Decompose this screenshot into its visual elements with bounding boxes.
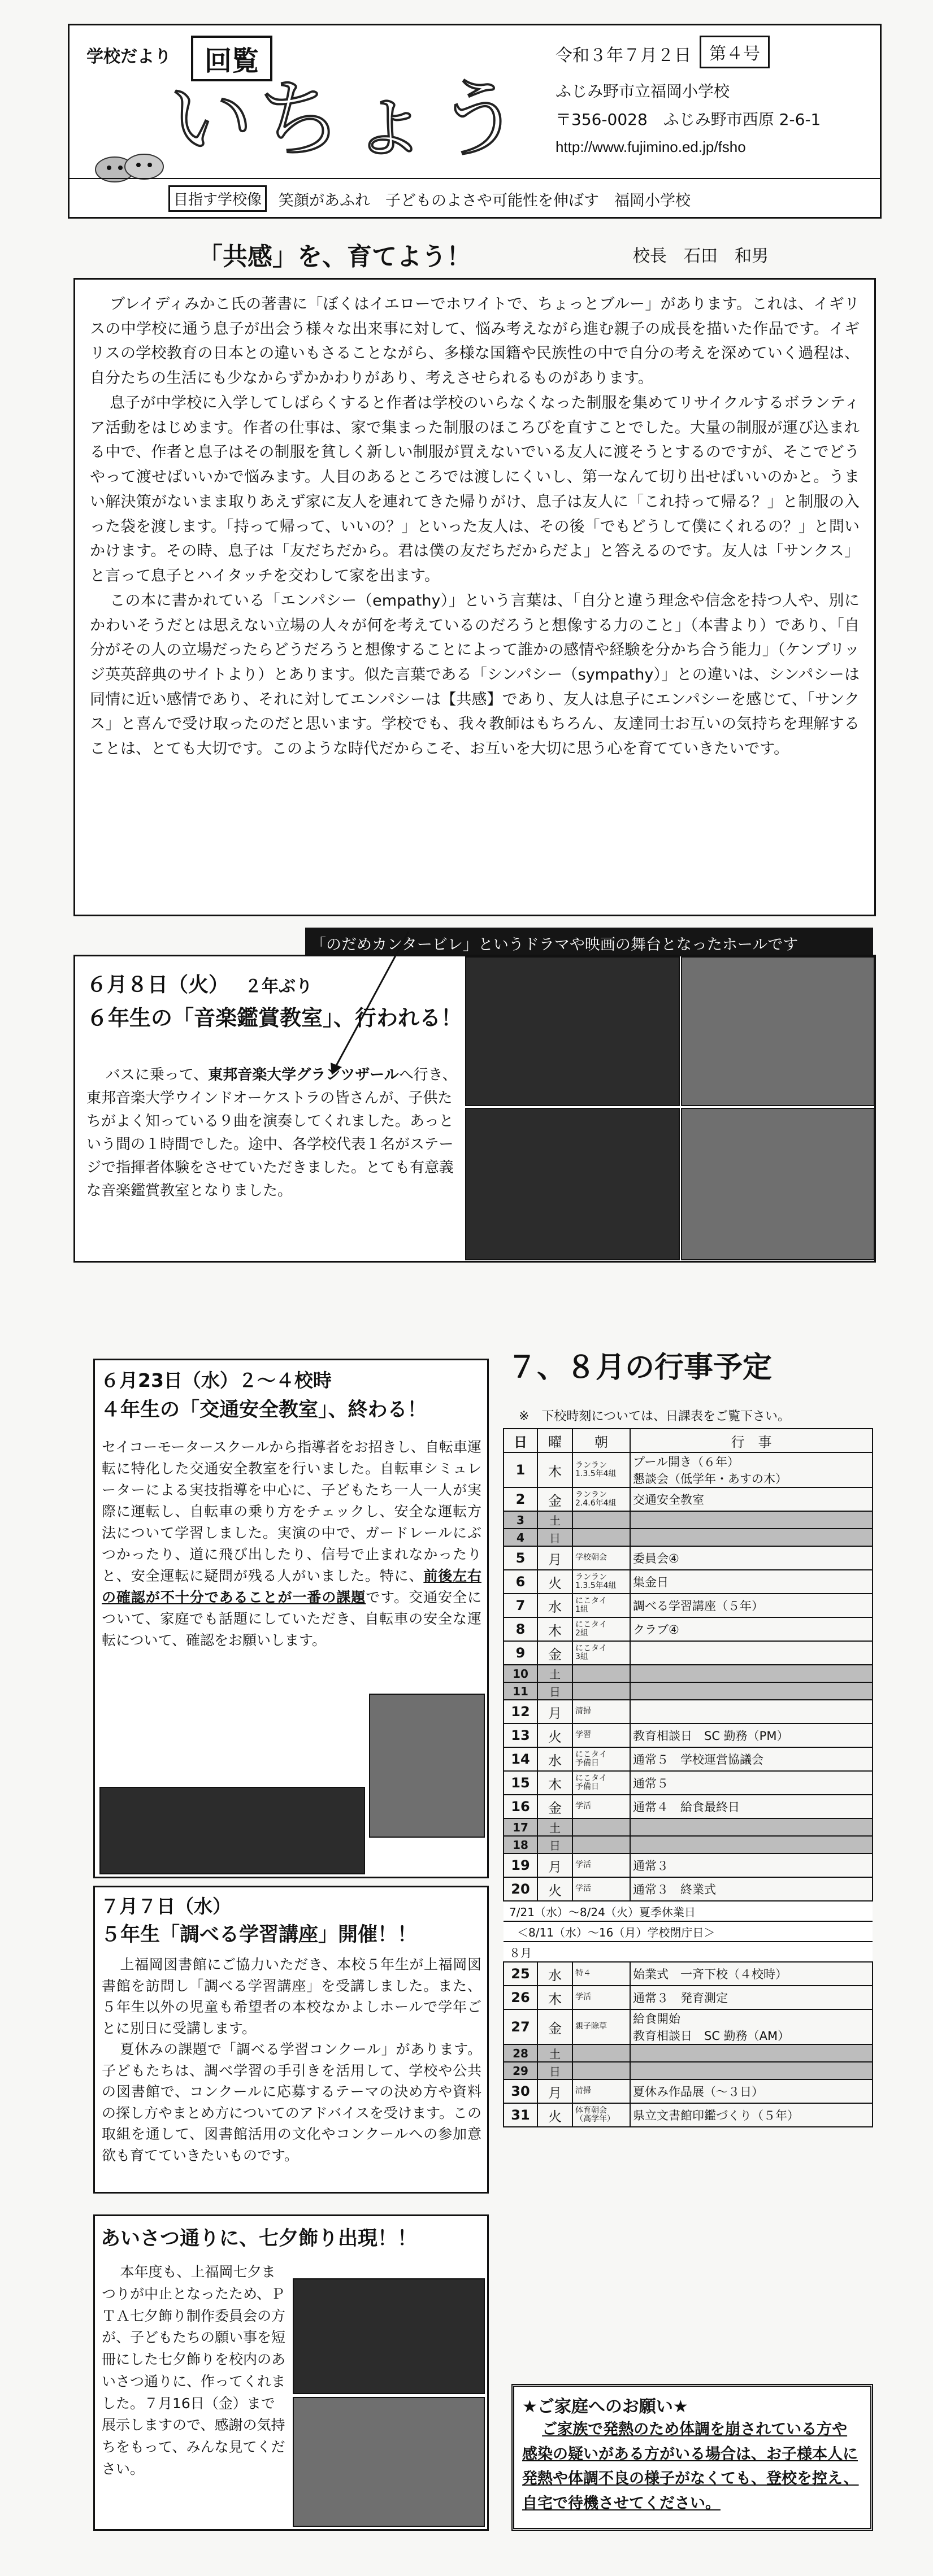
schedule-day: 18 [504,1836,537,1853]
school-url[interactable]: http://www.fujimino.ed.jp/fsho [556,138,746,155]
schedule-day: 8 [504,1617,537,1641]
schedule-row [504,1986,873,2009]
schedule-row [504,1836,873,1853]
schedule-day: 7 [504,1594,537,1617]
schedule-row [504,1452,873,1487]
schedule-event: 集金日 [630,1570,873,1594]
schedule-note: ※ 下校時刻については、日課表をご覧下さい。 [519,1409,790,1424]
july-rows [504,1452,873,1901]
schedule-day: 20 [504,1877,537,1901]
schedule-day: 4 [504,1529,537,1546]
schedule-day: 28 [504,2044,537,2062]
principal-paragraph: この本に書かれている「エンパシー（empathy）」という言葉は、「自分と違う理念や信念を持つ人や、別にかわいそうだとは思えない立場の人々が何を考えているのだろうと想像する力のこと」（本書より）であり、「自分がその人の立場だったらどうだろうと想像することによって誰かの感情や経験を分かち合う能力」（ケンブリッジ英英辞典のサイトより）とあります。似た言葉である「シンパシー（sympathy）」との違いは、シンパシーは同情に近い感情であり、それに対してエンパシーは【共感】であり、友人は息子にエンパシーを感じて、「サンクス」と喜んで受け取ったのだと思います。学校でも、我々教師はもちろん、友達同士お互いの気持ちを理解することは、とても大切です。このような時代だからこそ、お互いを大切に思う心を育てていきたいです。 [90,591,860,758]
schedule-weekday: 水 [537,1594,572,1617]
schedule-morning: 体育朝会 （高学年） [572,2103,630,2127]
schedule-row [504,1682,873,1700]
principal-heading: 「共感」を、育てよう！ [198,242,471,271]
schedule-morning: 学活 [572,1853,630,1877]
schedule-event: 委員会④ [630,1546,873,1570]
gym-class-photo [99,1787,365,1874]
music-body-text: バスに乗って、 [105,1067,209,1084]
col-header-weekday: 曜 [537,1429,572,1452]
schedule-day: 31 [504,2103,537,2127]
col-header-morning: 朝 [572,1429,630,1452]
schedule-row [504,1570,873,1594]
schedule-event: プール開き（６年） 懇談会（低学年・あすの木） [630,1452,873,1487]
music-note: ２年ぶり [245,977,313,997]
schedule-morning: 学活 [572,1986,630,2009]
music-venue: 東邦音楽大学グランツザール [208,1067,399,1084]
schedule-event [630,2044,873,2062]
schedule-event: 教育相談日 SC 勤務（PM） [630,1724,873,1747]
schedule-event [630,1682,873,1700]
tanabata-hallway-photo [293,2397,485,2527]
orchestra-photo [465,956,680,1106]
tanabata-title: あいさつ通りに、七夕飾り出現！！ [101,2227,418,2250]
schedule-event: 調べる学習講座（５年） [630,1594,873,1617]
schedule-morning: にこタイ 1組 [572,1594,630,1617]
schedule-event: 夏休み作品展（～３日） [630,2079,873,2103]
schedule-row [504,1771,873,1795]
masthead [68,24,882,219]
schedule-day: 9 [504,1641,537,1665]
schedule-row [504,1853,873,1877]
schedule-morning [572,1836,630,1853]
request-body: ご家族で発熱のため体調を崩されている方や感染の疑いがある方がいる場合は、お子様本人に発熱や体調不良の様子がなくても、登校を控え、自宅で待機させてください。 [522,2421,859,2513]
traffic-article [93,1359,489,1878]
research-paragraph: 上福岡図書館にご協力いただき、本校５年生が上福岡図書館を訪問し「調べる学習講座」を受講しました。また、５年生以外の児童も希望者の本校なかよしホールで学年ごとに別日に受講します。 [102,1956,481,2037]
issue-number: 第４号 [700,36,770,68]
schedule-row [504,1594,873,1617]
schedule-event [630,1511,873,1529]
school-address: 〒356-0028 ふじみ野市西原 2-6-1 [556,110,821,129]
schedule-event [630,1818,873,1836]
schedule-morning: ランラン 2.4.6年4組 [572,1487,630,1511]
principal-author: 校長 石田 和男 [633,246,769,266]
schedule-event: 給食開始 教育相談日 SC 勤務（AM） [630,2009,873,2044]
traffic-body-text: です。交通安全について、家庭でも話題にしていただき、自転車の安全な運転について、確認をお願いします。 [102,1589,481,1648]
schedule-weekday: 木 [537,1986,572,2009]
schedule-weekday: 月 [537,1853,572,1877]
schedule-event: 通常３ 終業式 [630,1877,873,1901]
schedule-row [504,1487,873,1511]
schedule-day: 14 [504,1747,537,1771]
schedule-morning: にこタイ 2組 [572,1617,630,1641]
tanabata-decoration-photo [293,2278,485,2394]
issue-date: 令和３年７月２日 [556,46,691,66]
schedule-event [630,1529,873,1546]
schedule-row [504,2044,873,2062]
schedule-weekday: 金 [537,2009,572,2044]
schedule-morning: にこタイ 予備日 [572,1747,630,1771]
schedule-row [504,1641,873,1665]
schedule-morning: ランラン 1.3.5年4組 [572,1452,630,1487]
schedule-event [630,2062,873,2079]
family-request [511,2384,873,2531]
summer-vacation-note: 7/21（水）～8/24（火）夏季休業日 [504,1901,873,1921]
schedule-weekday: 火 [537,2103,572,2127]
schedule-weekday: 日 [537,2062,572,2079]
schedule-weekday: 月 [537,1546,572,1570]
schedule-event [630,1641,873,1665]
schedule-day: 1 [504,1452,537,1487]
music-title: ６年生の「音楽鑑賞教室」、行われる！ [86,1006,463,1030]
col-header-event: 行 事 [630,1429,873,1452]
traffic-date: ６月23日（水）２～４校時 [101,1369,332,1391]
schedule-row [504,2062,873,2079]
pointer-arrow-icon [324,929,414,1076]
tanabata-body: 本年度も、上福岡七夕まつりが中止となったため、ＰＴＡ七夕飾り制作委員会の方が、子どもたちの願い事を短冊にした七夕飾りを校内のあいさつ通りに、作ってくれました。７月16日（金）まで展示しますので、感謝の気持ちをもって、みんな見てください。 [102,2264,286,2477]
principal-paragraph: ブレイディみかこ氏の著書に「ぼくはイエローでホワイトで、ちょっとブルー」があります。これは、イギリスの中学校に通う息子が出会う様々な出来事に対して、悩み考えながら進む親子の成長を描いた作品です。イギリスの学校教育の日本との違いもさることながら、多様な国籍や民族性の中で自分の考えを深めていく過程は、自分たちの生活にも少なからずかかわりがあり、考えさせられるものがあります。 [90,295,860,388]
traffic-body [102,1437,481,1651]
schedule-day: 25 [504,1962,537,1986]
schedule-morning [572,1511,630,1529]
music-photo-caption: 「のだめカンタービレ」というドラマや映画の舞台となったホールです [305,928,873,956]
schedule-day: 16 [504,1795,537,1818]
schedule-morning: にこタイ 予備日 [572,1771,630,1795]
schedule-day: 2 [504,1487,537,1511]
schedule-event: 通常４ 給食最終日 [630,1795,873,1818]
schedule-weekday: 金 [537,1795,572,1818]
schedule-weekday: 土 [537,1818,572,1836]
traffic-emphasis: 前後左右の確認が不十分であることが一番の課題 [102,1568,481,1605]
students-hall-photo [681,1108,875,1260]
schedule-weekday: 日 [537,1836,572,1853]
request-title: ★ご家庭へのお願い★ [522,2397,688,2417]
kairan-badge: 回覧 [191,36,272,81]
schedule-row [504,1747,873,1771]
schedule-weekday: 月 [537,2079,572,2103]
schedule-row [504,1529,873,1546]
principal-message [73,278,876,916]
hall-audience-photo [681,956,875,1106]
motto-label: 目指す学校像 [168,185,267,212]
schedule-weekday: 火 [537,1570,572,1594]
schedule-morning: 清掃 [572,2079,630,2103]
schedule-morning: 学習 [572,1724,630,1747]
music-article [73,955,876,1263]
schedule-weekday: 日 [537,1682,572,1700]
schedule-weekday: 水 [537,1747,572,1771]
schedule-morning: 特４ [572,1962,630,1986]
traffic-body-text: セイコーモータースクールから指導者をお招きし、自転車運転に特化した交通安全教室を行いました。自転車シミュレーターによる実技指導を中心に、子どもたち一人一人が実際に運転し、自転車の乗り方をチェックし、安全な運転方法について学習しました。実演の中で、ガードレールにぶつかったり、道に飛び出したり、信号で止まれなかったりと、安全運転に疑問が残る人がいました。特に、 [102,1439,481,1584]
schedule-event [630,1700,873,1724]
schedule-row [504,1724,873,1747]
schedule-morning [572,2062,630,2079]
col-header-day: 日 [504,1429,537,1452]
schedule-morning [572,1529,630,1546]
schedule-morning [572,2044,630,2062]
schedule-morning: 学校朝会 [572,1546,630,1570]
schedule-morning: 清掃 [572,1700,630,1724]
schedule-day: 6 [504,1570,537,1594]
principal-paragraph: 息子が中学校に入学してしばらくすると作者は学校のいらなくなった制服を集めてリサイクルするボランティア活動をはじめます。作者の仕事は、家で集まった制服のほころびを直すことでした。大量の制服が運び込まれる中で、作者と息子はその制服を貧しく新しい制服が買えないでいる友人に渡そうとするのですが、そこでどうやって渡せばいいかで悩みます。人目のあるところでは渡しにくいし、第一なんて切り出せばいいのかと。うまい解決策がないまま取りあえず家に友人を連れてきた帰りがけ、息子は友人に「これ持って帰る？」と制服の入った袋を渡します。「持って帰って、いいの？」といった友人は、その後「でもどうして僕にくれるの？」と問いかけます。その時、息子は「友だちだから。君は僕の友だちだからだよ」と答えるのです。友人は「サンクス」と言って息子とハイタッチを交わして家を出ます。 [90,394,860,585]
schedule-morning: 学活 [572,1795,630,1818]
schedule-event: クラブ④ [630,1617,873,1641]
simulator-photo [369,1694,485,1838]
schedule-day: 26 [504,1986,537,2009]
schedule-morning: 親子除草 [572,2009,630,2044]
closure-note: ＜8/11（水）～16（月）学校閉庁日＞ [504,1921,873,1942]
schedule-morning [572,1665,630,1682]
research-article [93,1886,489,2194]
schedule-weekday: 土 [537,1665,572,1682]
schedule-event: 通常３ [630,1853,873,1877]
schedule-row [504,1546,873,1570]
schedule-day: 15 [504,1771,537,1795]
schedule-weekday: 木 [537,1617,572,1641]
research-paragraph: 夏休みの課題で「調べる学習コンクール」があります。子どもたちは、調べ学習の手引きを活用して、学校や公共の図書館で、コンクールに応募するテーマの決め方や資料の探し方やまとめ方についてのアドバイスを受けます。この取組を通して、図書館活用の文化やコンクールへの参加意欲も育てていきたいものです。 [102,2041,481,2164]
tanabata-article [93,2214,489,2531]
schedule-day: 11 [504,1682,537,1700]
schedule-day: 27 [504,2009,537,2044]
music-body [86,1064,462,1203]
schedule-weekday: 火 [537,1724,572,1747]
schedule-day: 30 [504,2079,537,2103]
schedule-weekday: 水 [537,1962,572,1986]
schedule-row [504,2009,873,2044]
schedule-event [630,1836,873,1853]
schedule-row [504,1818,873,1836]
schedule-event: 始業式 一斉下校（４校時） [630,1962,873,1986]
schedule-weekday: 火 [537,1877,572,1901]
schedule-weekday: 日 [537,1529,572,1546]
summer-notes [504,1901,873,1962]
research-body [102,1954,481,2166]
schedule-row [504,1962,873,1986]
school-name: ふじみ野市立福岡小学校 [556,82,730,101]
research-title: ５年生「調べる学習講座」開催！！ [101,1924,418,1946]
schedule-day: 19 [504,1853,537,1877]
schedule-title: ７、８月の行事予定 [507,1351,773,1385]
schedule-event [630,1665,873,1682]
schedule-day: 3 [504,1511,537,1529]
schedule-weekday: 土 [537,1511,572,1529]
schedule-header-row [504,1429,873,1452]
schedule-event: 県立文書館印鑑づくり（５年） [630,2103,873,2127]
schedule-morning [572,1682,630,1700]
students-photo [465,1108,680,1260]
schedule-weekday: 土 [537,2044,572,2062]
august-rows [504,1962,873,2127]
schedule-day: 10 [504,1665,537,1682]
leaf-decoration-icon [92,144,166,189]
schedule-day: 12 [504,1700,537,1724]
schedule-event: 通常３ 発育測定 [630,1986,873,2009]
schedule-morning: ランラン 1.3.5年4組 [572,1570,630,1594]
masthead-title: いちょう [168,71,526,169]
schedule-day: 13 [504,1724,537,1747]
schedule-morning: にこタイ 3組 [572,1641,630,1665]
schedule-day: 17 [504,1818,537,1836]
traffic-title: ４年生の「交通安全教室」、終わる！ [101,1399,427,1421]
schedule-row [504,1700,873,1724]
research-date: ７月７日（水） [101,1895,231,1917]
schedule-row [504,1617,873,1641]
schedule-event: 通常５ 学校運営協議会 [630,1747,873,1771]
schedule-weekday: 金 [537,1641,572,1665]
schedule-row [504,2103,873,2127]
schedule-weekday: 木 [537,1452,572,1487]
music-body-text: へ行き、東邦音楽大学ウインドオーケストラの皆さんが、子供たちがよく知っている９曲を演奏してくれました。あっという間の１時間でした。途中、各学校代表１名がステージで指揮者体験をさせていただきました。とても有意義な音楽鑑賞教室となりました。 [86,1067,457,1200]
schedule-table-wrap [503,1428,873,2127]
schedule-row [504,1795,873,1818]
school-motto: 笑顔があふれ 子どものよさや可能性を伸ばす 福岡小学校 [279,192,691,210]
schedule-weekday: 木 [537,1771,572,1795]
schedule-event: 交通安全教室 [630,1487,873,1511]
school-letter-label: 学校だより [86,47,171,67]
schedule-row [504,1511,873,1529]
schedule-table [503,1428,873,2127]
schedule-day: 5 [504,1546,537,1570]
august-label: ８月 [504,1942,873,1962]
schedule-row [504,1877,873,1901]
schedule-event: 通常５ [630,1771,873,1795]
music-date: ６月８日（火） [86,973,229,997]
schedule-row [504,2079,873,2103]
schedule-morning: 学活 [572,1877,630,1901]
schedule-weekday: 金 [537,1487,572,1511]
schedule-day: 29 [504,2062,537,2079]
schedule-morning [572,1818,630,1836]
motto-bar [70,178,880,179]
schedule-weekday: 月 [537,1700,572,1724]
schedule-row [504,1665,873,1682]
